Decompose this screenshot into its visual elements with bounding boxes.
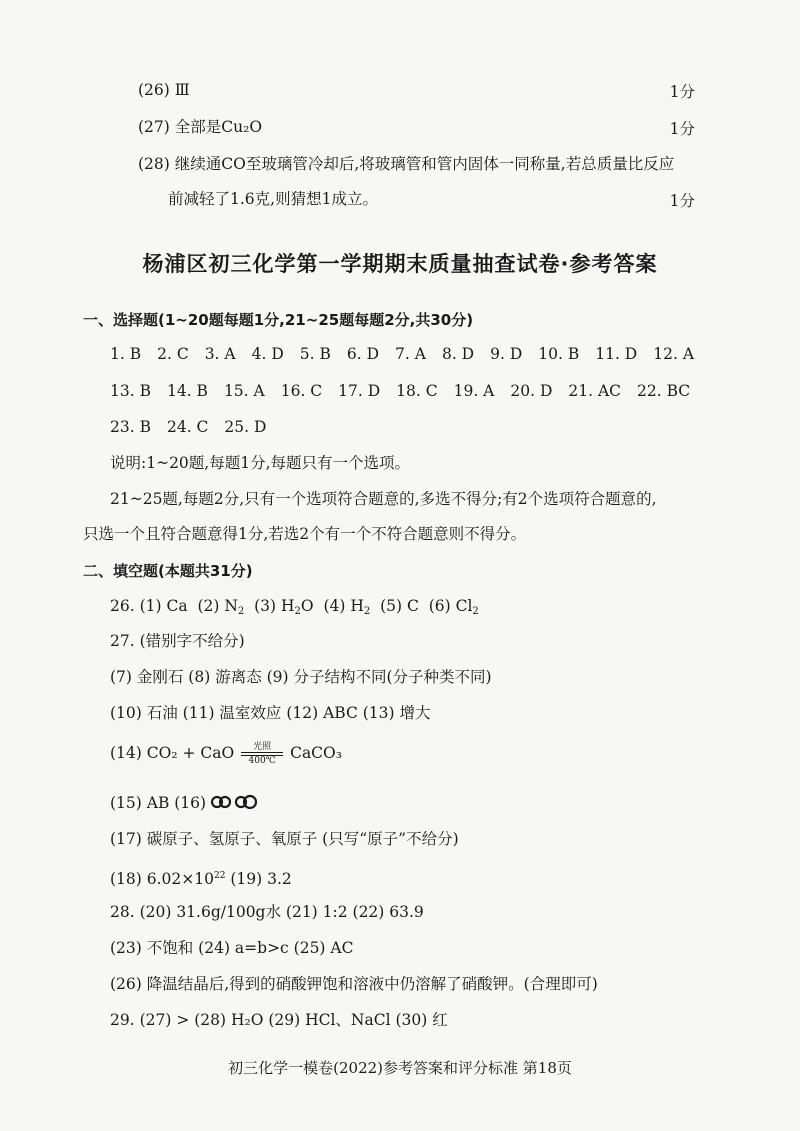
choice-answer: 6. D xyxy=(346,345,380,363)
choice-answer: 3. A xyxy=(204,345,236,363)
answer-label: (14) xyxy=(110,744,142,762)
choice-answer: 14. B xyxy=(166,382,208,400)
answer-line-28: 28. (20) 31.6g/100g水 (21) 1:2 (22) 63.9 xyxy=(110,903,424,921)
choice-answer: 10. B xyxy=(538,345,580,363)
answer-line-26: (26) 降温结晶后,得到的硝酸钾饱和溶液中仍溶解了硝酸钾。(合理即可) xyxy=(110,975,598,993)
score-27: 1分 xyxy=(669,120,695,138)
choice-answer: 11. D xyxy=(595,345,638,363)
answer-text: (19) 3.2 xyxy=(225,870,292,888)
choice-answer: 20. D xyxy=(510,382,553,400)
question-number: 26. xyxy=(110,597,135,615)
blank-answer: (1) Ca xyxy=(139,597,188,615)
reaction-condition-top: 光照 xyxy=(253,742,272,752)
reaction-condition-bottom: 400℃ xyxy=(248,756,276,766)
page-footer: 初三化学一模卷(2022)参考答案和评分标准 第18页 xyxy=(228,1059,572,1077)
equation-product: CaCO₃ xyxy=(290,744,342,762)
choice-answer: 2. C xyxy=(157,345,189,363)
note-line-1: 说明:1~20题,每题1分,每题只有一个选项。 xyxy=(110,454,411,472)
answer-28-line2: 前减轻了1.6克,则猜想1成立。 xyxy=(168,190,378,208)
choice-answer: 1. B xyxy=(110,345,142,363)
answer-label: (28) xyxy=(138,155,170,173)
choice-answer: 17. D xyxy=(338,382,381,400)
answer-text: Ⅲ xyxy=(174,81,190,99)
answer-line-18 xyxy=(110,866,292,889)
answer-26-fill: 26. (1) Ca (2) $N_2$ (3) $H_2O$ (4) $H_2$ (5) C (6) $Cl_2$ xyxy=(110,597,479,617)
answer-line-29: 29. (27) > (28) H₂O (29) HCl、NaCl (30) 红 xyxy=(110,1011,448,1029)
choice-answer: 12. A xyxy=(653,345,695,363)
note-line-3: 只选一个且符合题意得1分,若选2个有一个不符合题意则不得分。 xyxy=(83,525,527,543)
choice-row-2 xyxy=(110,381,706,401)
choice-answer: 7. A xyxy=(395,345,426,363)
answer-line-23: (23) 不饱和 (24) a=b>c (25) AC xyxy=(110,939,354,957)
choice-row-3 xyxy=(110,417,282,437)
choice-answer: 5. B xyxy=(299,345,331,363)
answer-line-17: (17) 碳原子、氢原子、氧原子 (只写“原子”不给分) xyxy=(110,830,459,848)
answer-line-15 xyxy=(110,793,259,813)
choice-answer: 21. AC xyxy=(568,382,622,400)
section-heading-choice: 一、选择题(1~20题每题1分,21~25题每题2分,共30分) xyxy=(83,311,474,329)
choice-answer: 25. D xyxy=(224,418,267,436)
answer-text: 继续通CO至玻璃管冷却后,将玻璃管和管内固体一同称量,若总质量比反应 xyxy=(174,155,675,173)
answer-27-head: 27. (错别字不给分) xyxy=(110,632,245,650)
answer-26-top xyxy=(138,80,190,100)
choice-answer: 9. D xyxy=(490,345,523,363)
answer-27-top xyxy=(138,117,262,137)
exponent: 22 xyxy=(213,871,226,881)
answer-text: (18) 6.02×10 xyxy=(110,870,214,888)
answer-label: (27) xyxy=(138,118,170,136)
score-26: 1分 xyxy=(669,83,695,101)
blank-answer: (3) H xyxy=(254,597,295,615)
choice-answer: 16. C xyxy=(280,382,323,400)
answer-text: 全部是Cu₂O xyxy=(174,118,263,136)
choice-row-1 xyxy=(110,344,710,364)
choice-answer: 8. D xyxy=(441,345,475,363)
blank-answer: (5) C xyxy=(380,597,419,615)
answer-label: (26) xyxy=(138,81,170,99)
answer-28-top xyxy=(138,154,674,174)
choice-answer: 22. BC xyxy=(637,382,691,400)
equation-reactants: CO₂ + CaO xyxy=(146,744,235,762)
section-heading-fill: 二、填空题(本题共31分) xyxy=(83,562,253,580)
answer-line-14 xyxy=(110,742,342,766)
blank-answer: (6) Cl xyxy=(428,597,473,615)
answer-line-7: (7) 金刚石 (8) 游离态 (9) 分子结构不同(分子种类不同) xyxy=(110,668,492,686)
choice-answer: 19. A xyxy=(453,382,495,400)
choice-answer: 15. A xyxy=(223,382,265,400)
blank-answer: (4) H xyxy=(323,597,364,615)
choice-answer: 18. C xyxy=(396,382,438,400)
answer-line-10: (10) 石油 (11) 温室效应 (12) ABC (13) 增大 xyxy=(110,704,431,722)
score-28: 1分 xyxy=(669,192,695,210)
molecule-model-icon xyxy=(211,794,259,810)
page-title: 杨浦区初三化学第一学期期末质量抽查试卷·参考答案 xyxy=(142,252,658,276)
choice-answer: 23. B xyxy=(110,418,151,436)
note-line-2: 21~25题,每题2分,只有一个选项符合题意的,多选不得分;有2个选项符合题意的, xyxy=(110,490,657,508)
answer-text: (15) AB (16) xyxy=(110,794,207,812)
blank-answer: (2) N xyxy=(197,597,238,615)
choice-answer: 13. B xyxy=(110,382,151,400)
choice-answer: 4. D xyxy=(251,345,284,363)
reaction-arrow xyxy=(241,742,283,766)
choice-answer: 24. C xyxy=(166,418,209,436)
